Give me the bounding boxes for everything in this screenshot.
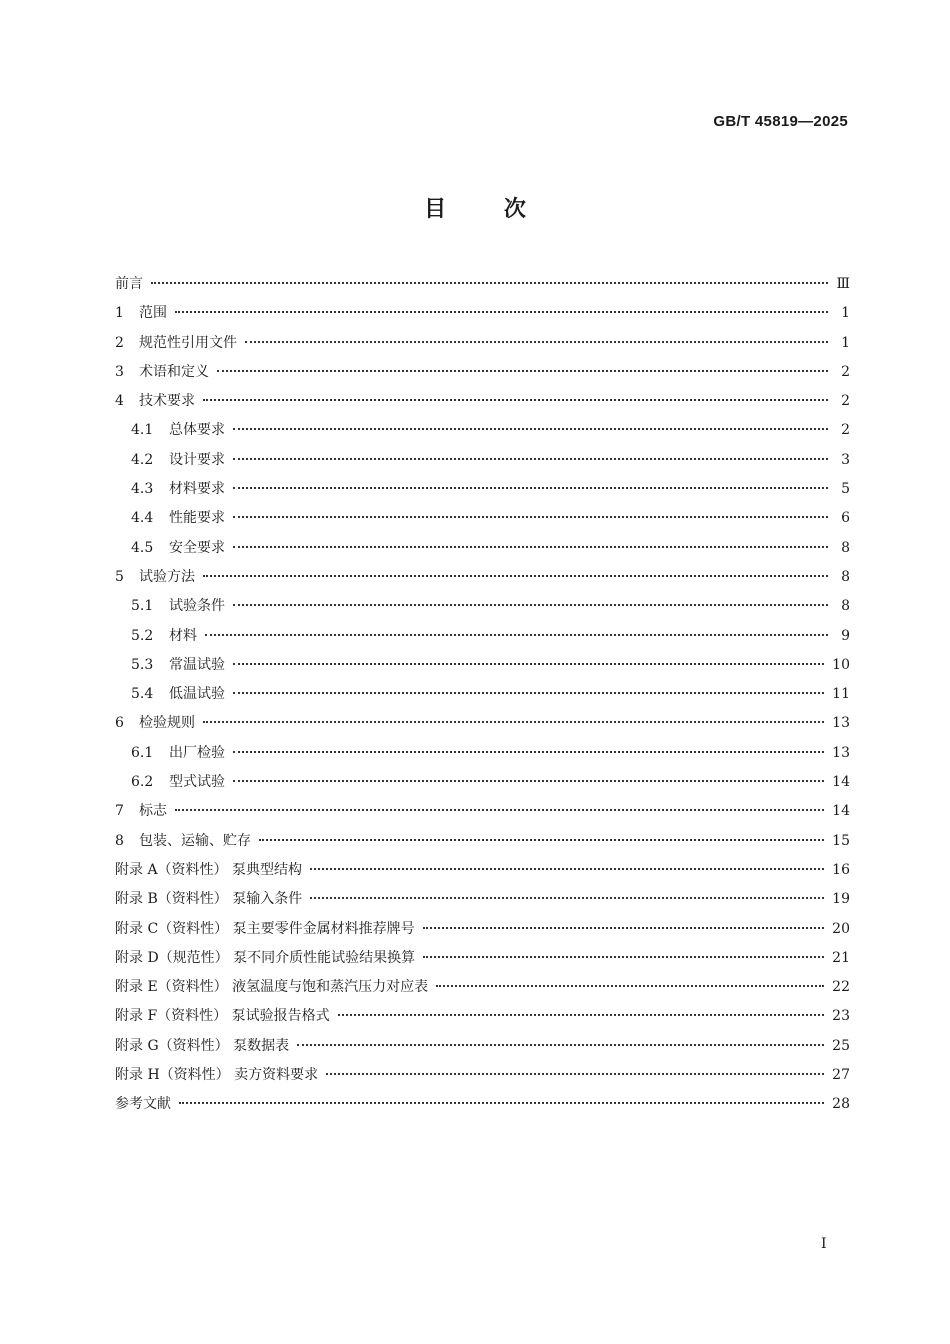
table-of-contents	[115, 270, 850, 1120]
toc-entry[interactable]	[115, 1032, 850, 1061]
toc-leader-dots	[205, 634, 828, 636]
toc-entry[interactable]	[115, 504, 850, 533]
toc-leader-dots	[423, 956, 824, 958]
toc-entry-page: 5	[841, 481, 850, 498]
toc-entry-label: 材料要求	[169, 481, 225, 498]
toc-leader-dots	[233, 428, 828, 430]
toc-entry-page: 14	[832, 774, 850, 791]
toc-entry-label: 试验条件	[169, 598, 225, 615]
toc-entry[interactable]	[115, 534, 850, 563]
toc-leader-dots	[233, 692, 824, 694]
toc-entry[interactable]	[115, 973, 850, 1002]
toc-entry[interactable]	[115, 944, 850, 973]
toc-entry[interactable]	[115, 446, 850, 475]
toc-entry-number: 6	[115, 715, 124, 732]
toc-entry-page: 25	[832, 1037, 850, 1054]
toc-entry[interactable]	[115, 416, 850, 445]
toc-entry-number: 6.1	[131, 744, 154, 761]
toc-entry[interactable]	[115, 592, 850, 621]
toc-entry-label: 附录 F（资料性） 泵试验报告格式	[115, 1008, 330, 1025]
toc-entry-label: 性能要求	[169, 510, 225, 527]
toc-entry-label: 型式试验	[169, 774, 225, 791]
toc-entry-number: 4.1	[131, 422, 154, 439]
toc-entry-label: 材料	[169, 627, 197, 644]
toc-leader-dots	[175, 809, 824, 811]
toc-entry-number: 5.1	[131, 598, 154, 615]
standard-code: GB/T 45819—2025	[713, 113, 848, 130]
toc-leader-dots	[233, 663, 824, 665]
toc-entry-number: 5.4	[131, 686, 154, 703]
toc-entry-page: 22	[832, 979, 850, 996]
toc-entry-number: 7	[115, 803, 124, 820]
toc-entry-number: 4	[115, 393, 124, 410]
toc-entry-number: 4.2	[131, 451, 154, 468]
toc-leader-dots	[310, 897, 824, 899]
toc-entry-label: 试验方法	[139, 568, 195, 585]
toc-leader-dots	[217, 370, 828, 372]
toc-entry-label: 技术要求	[139, 393, 195, 410]
toc-entry[interactable]	[115, 827, 850, 856]
toc-entry-number: 3	[115, 363, 124, 380]
toc-entry[interactable]	[115, 915, 850, 944]
toc-entry[interactable]	[115, 856, 850, 885]
toc-leader-dots	[326, 1073, 824, 1075]
page-title: 目 次	[424, 197, 526, 222]
toc-entry-number: 4.4	[131, 510, 154, 527]
toc-entry-page: 27	[832, 1067, 850, 1084]
toc-leader-dots	[233, 780, 824, 782]
toc-entry-page: 20	[832, 920, 850, 937]
toc-entry[interactable]	[115, 299, 850, 328]
toc-entry-label: 范围	[139, 305, 167, 322]
toc-entry-label: 标志	[139, 803, 167, 820]
toc-entry[interactable]	[115, 797, 850, 826]
toc-entry-page: 11	[832, 686, 850, 703]
toc-leader-dots	[436, 985, 824, 987]
toc-entry-page: 13	[832, 744, 850, 761]
toc-leader-dots	[297, 1044, 824, 1046]
toc-entry-label: 出厂检验	[169, 744, 225, 761]
toc-entry[interactable]	[115, 885, 850, 914]
toc-entry-page: 16	[832, 861, 850, 878]
toc-entry-label: 包装、运输、贮存	[139, 832, 251, 849]
toc-leader-dots	[245, 341, 828, 343]
toc-entry-page: 21	[832, 949, 850, 966]
toc-entry-label: 规范性引用文件	[139, 334, 237, 351]
toc-leader-dots	[233, 546, 828, 548]
toc-entry-page: 13	[832, 715, 850, 732]
toc-entry[interactable]	[115, 709, 850, 738]
toc-entry-number: 1	[115, 305, 124, 322]
toc-entry-label: 参考文献	[115, 1096, 171, 1113]
toc-entry[interactable]	[115, 329, 850, 358]
toc-leader-dots	[233, 751, 824, 753]
toc-entry[interactable]	[115, 475, 850, 504]
toc-entry-label: 安全要求	[169, 539, 225, 556]
page-number: I	[821, 1236, 827, 1252]
toc-entry[interactable]	[115, 1061, 850, 1090]
toc-leader-dots	[233, 458, 828, 460]
toc-entry-number: 4.3	[131, 481, 154, 498]
toc-entry[interactable]	[115, 739, 850, 768]
toc-entry-page: 8	[841, 539, 850, 556]
toc-entry-label: 附录 C（资料性） 泵主要零件金属材料推荐牌号	[115, 920, 415, 937]
toc-entry-page: 2	[841, 363, 850, 380]
toc-entry-label: 低温试验	[169, 686, 225, 703]
toc-entry-page: 1	[841, 305, 850, 322]
toc-leader-dots	[423, 927, 825, 929]
toc-entry-label: 总体要求	[169, 422, 225, 439]
toc-leader-dots	[233, 604, 828, 606]
toc-entry-page: 10	[832, 656, 850, 673]
toc-entry[interactable]	[115, 358, 850, 387]
toc-entry-number: 5	[115, 568, 124, 585]
toc-entry-page: 8	[841, 598, 850, 615]
toc-entry-page: 28	[832, 1096, 850, 1113]
toc-leader-dots	[203, 575, 828, 577]
toc-entry[interactable]	[115, 680, 850, 709]
toc-entry-page: 23	[832, 1008, 850, 1025]
toc-leader-dots	[310, 868, 824, 870]
toc-entry-page: 1	[841, 334, 850, 351]
toc-leader-dots	[203, 721, 824, 723]
toc-entry[interactable]	[115, 651, 850, 680]
toc-entry-label: 附录 D（规范性） 泵不同介质性能试验结果换算	[115, 949, 416, 966]
toc-entry[interactable]	[115, 387, 850, 416]
toc-leader-dots	[151, 282, 828, 284]
toc-entry[interactable]	[115, 768, 850, 797]
toc-entry-page: 2	[841, 393, 850, 410]
toc-entry-label: 术语和定义	[139, 363, 209, 380]
toc-entry-label: 附录 B（资料性） 泵输入条件	[115, 891, 303, 908]
toc-leader-dots	[338, 1014, 825, 1016]
toc-entry-page: 8	[841, 568, 850, 585]
toc-leader-dots	[175, 311, 828, 313]
toc-entry-label: 检验规则	[139, 715, 195, 732]
toc-entry-number: 5.2	[131, 627, 154, 644]
toc-entry[interactable]	[115, 622, 850, 651]
toc-entry-number: 6.2	[131, 774, 154, 791]
toc-entry[interactable]	[115, 1002, 850, 1031]
toc-entry-number: 8	[115, 832, 124, 849]
toc-entry-page: 14	[832, 803, 850, 820]
toc-entry-number: 5.3	[131, 656, 154, 673]
toc-leader-dots	[203, 399, 828, 401]
toc-entry-label: 附录 E（资料性） 液氢温度与饱和蒸汽压力对应表	[115, 979, 429, 996]
toc-leader-dots	[233, 487, 828, 489]
toc-entry-page: 3	[841, 451, 850, 468]
toc-entry-page: 15	[832, 832, 850, 849]
toc-entry[interactable]	[115, 1090, 850, 1119]
toc-leader-dots	[259, 839, 824, 841]
toc-entry[interactable]	[115, 563, 850, 592]
toc-entry-label: 附录 H（资料性） 卖方资料要求	[115, 1067, 319, 1084]
toc-entry-page: 9	[841, 627, 850, 644]
toc-entry-page: Ⅲ	[836, 276, 850, 292]
toc-entry-label: 前言	[115, 276, 143, 292]
toc-entry-page: 2	[841, 422, 850, 439]
toc-entry-label: 附录 A（资料性） 泵典型结构	[115, 861, 303, 878]
toc-leader-dots	[179, 1102, 824, 1104]
toc-entry-number: 4.5	[131, 539, 154, 556]
toc-entry-number: 2	[115, 334, 124, 351]
toc-entry-page: 19	[832, 891, 850, 908]
toc-entry-page: 6	[841, 510, 850, 527]
toc-entry-label: 设计要求	[169, 451, 225, 468]
toc-entry-label: 常温试验	[169, 656, 225, 673]
toc-entry[interactable]	[115, 270, 850, 299]
toc-leader-dots	[233, 516, 828, 518]
toc-entry-label: 附录 G（资料性） 泵数据表	[115, 1037, 290, 1054]
